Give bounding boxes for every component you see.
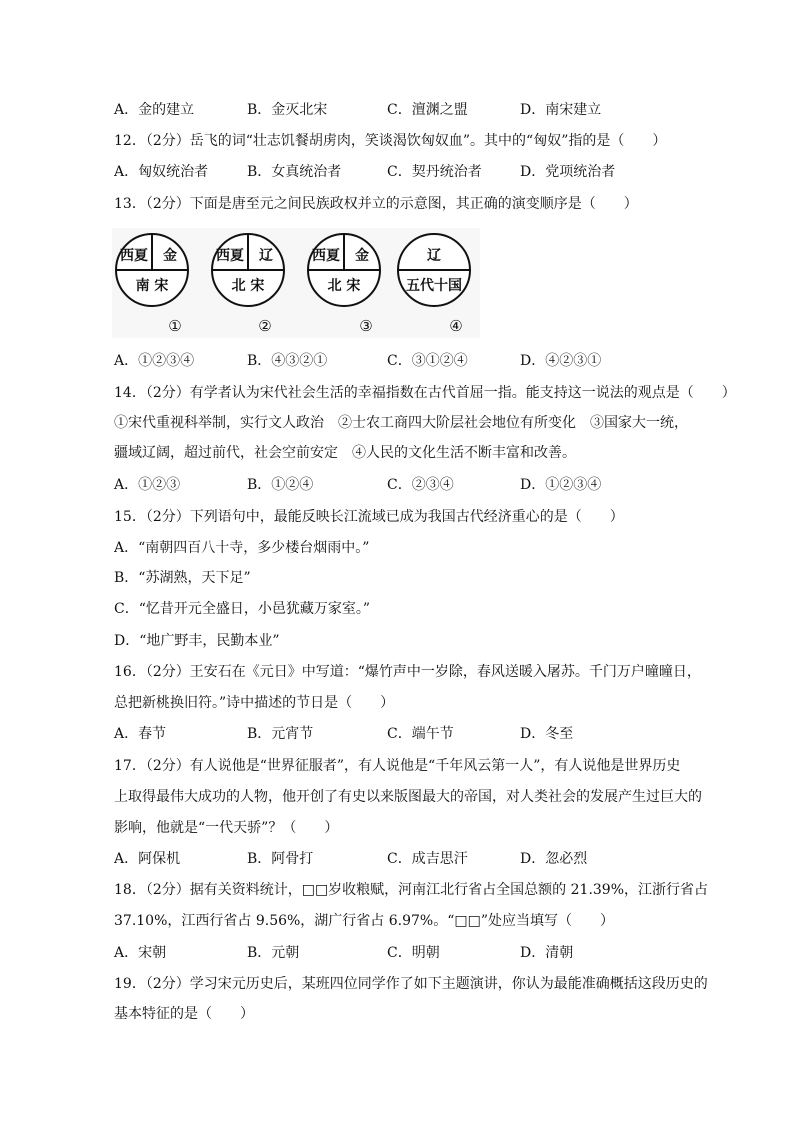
q17-option-c[interactable]: C．成吉思汗 [387, 851, 468, 867]
q18-option-a[interactable]: A．宋朝 [114, 945, 167, 961]
q15-stem: 15．（2分）下列语句中，最能反映长江流域已成为我国古代经济重心的是（ ） [114, 509, 624, 525]
circle-1-top-left: 西夏 [120, 248, 148, 264]
q16-option-d[interactable]: D．冬至 [520, 726, 574, 742]
q14-stem: 14．（2分）有学者认为宋代社会生活的幸福指数在古代首屈一指。能支持这一说法的观点是（ ） [114, 385, 736, 401]
q13-option-b[interactable]: B．④③②① [247, 353, 328, 369]
circle-4-number: ④ [449, 317, 463, 335]
circle-3-number: ③ [359, 317, 373, 335]
q19-stem: 19．（2分）学习宋元历史后，某班四位同学作了如下主题演讲，你认为最能准确概括这段历史的 [114, 976, 708, 992]
q11-option-c[interactable]: C．澶渊之盟 [387, 102, 468, 118]
q17-stem: 17．（2分）有人说他是“世界征服者”，有人说他是“千年风云第一人”，有人说他是世界历史 [114, 758, 681, 774]
dynasty-diagram-svg [112, 228, 480, 338]
circle-2-top-right: 辽 [259, 248, 273, 264]
q13-option-d[interactable]: D．④②③① [520, 353, 602, 369]
q17-stem-line-3: 影响，他就是“一代天骄”？（ ） [114, 820, 339, 836]
diagram-circle-1 [116, 234, 188, 335]
q14-option-d[interactable]: D．①②③④ [520, 477, 602, 493]
circle-4-top: 辽 [427, 248, 441, 264]
q16-option-a[interactable]: A．春节 [114, 726, 167, 742]
q18-stem-line-2: 37.10%，江西行省占 9.56%，湖广行省占 6.97%。“□□”处应当填写（ ） [114, 913, 614, 929]
circle-1-top-right: 金 [163, 248, 177, 264]
q16-stem: 16．（2分）王安石在《元日》中写道：“爆竹声中一岁除，春风送暖入屠苏。千门万户曈曈日， [114, 664, 701, 680]
q14-option-a[interactable]: A．①②③ [114, 477, 181, 493]
q16-option-c[interactable]: C．端午节 [387, 726, 454, 742]
q12-option-a[interactable]: A．匈奴统治者 [114, 164, 209, 180]
q17-option-d[interactable]: D．忽必烈 [520, 851, 588, 867]
circle-2-number: ② [258, 317, 272, 335]
q17-stem-line-2: 上取得最伟大成功的人物，他开创了有史以来版图最大的帝国，对人类社会的发展产生过巨大的 [114, 789, 702, 805]
q11-option-d[interactable]: D．南宋建立 [520, 102, 602, 118]
circle-3-bottom: 北 宋 [327, 278, 361, 294]
q18-option-d[interactable]: D．清朝 [520, 945, 574, 961]
circle-2-top-left: 西夏 [216, 248, 244, 264]
q13-option-c[interactable]: C．③①②④ [387, 353, 468, 369]
q12-stem: 12．（2分）岳飞的词“壮志饥餐胡虏肉，笑谈渴饮匈奴血”。其中的“匈奴”指的是（ ） [114, 133, 667, 149]
q12-option-b[interactable]: B．女真统治者 [247, 164, 342, 180]
circle-1-number: ① [168, 317, 182, 335]
diagram-circle-4 [398, 234, 470, 335]
diagram-circle-3 [308, 234, 380, 335]
circle-2-bottom: 北 宋 [231, 278, 265, 294]
q15-option-a[interactable]: A．“南朝四百八十寺，多少楼台烟雨中。” [114, 540, 370, 556]
q16-option-b[interactable]: B．元宵节 [247, 726, 314, 742]
circle-4-bottom: 五代十国 [406, 278, 462, 294]
circle-1-bottom: 南 宋 [135, 278, 169, 294]
q13-option-a[interactable]: A．①②③④ [114, 353, 195, 369]
q12-option-d[interactable]: D．党项统治者 [520, 164, 616, 180]
q12-option-c[interactable]: C．契丹统治者 [387, 164, 482, 180]
q15-option-b[interactable]: B．“苏湖熟，天下足” [114, 570, 251, 586]
q14-statement-line-2: 疆域辽阔，超过前代，社会空前安定 ④人民的文化生活不断丰富和改善。 [114, 445, 576, 461]
q17-option-b[interactable]: B．阿骨打 [247, 851, 314, 867]
circle-3-top-right: 金 [355, 248, 369, 264]
q18-option-c[interactable]: C．明朝 [387, 945, 440, 961]
q16-stem-line-2: 总把新桃换旧符。”诗中描述的节日是（ ） [114, 695, 395, 711]
q13-stem: 13．（2分）下面是唐至元之间民族政权并立的示意图，其正确的演变顺序是（ ） [114, 196, 638, 212]
q15-option-d[interactable]: D．“地广野丰，民勤本业” [114, 633, 280, 649]
diagram-circle-2 [212, 234, 284, 335]
q15-option-c[interactable]: C．“忆昔开元全盛日，小邑犹藏万家室。” [114, 601, 371, 617]
dynasty-diagram [112, 228, 480, 338]
q19-stem-line-2: 基本特征的是（ ） [114, 1006, 254, 1022]
q18-option-b[interactable]: B．元朝 [247, 945, 300, 961]
circle-3-top-left: 西夏 [312, 248, 340, 264]
q14-statement-line-1: ①宋代重视科举制，实行文人政治 ②士农工商四大阶层社会地位有所变化 ③国家大一统， [114, 415, 688, 431]
q11-option-a[interactable]: A．金的建立 [114, 102, 195, 118]
q14-option-b[interactable]: B．①②④ [247, 477, 314, 493]
q18-stem: 18．（2分）据有关资料统计，□□岁收粮赋，河南江北行省占全国总额的 21.39%，江浙行省占 [114, 882, 709, 898]
q11-option-b[interactable]: B．金灭北宋 [247, 102, 328, 118]
q14-option-c[interactable]: C．②③④ [387, 477, 454, 493]
q17-option-a[interactable]: A．阿保机 [114, 851, 181, 867]
